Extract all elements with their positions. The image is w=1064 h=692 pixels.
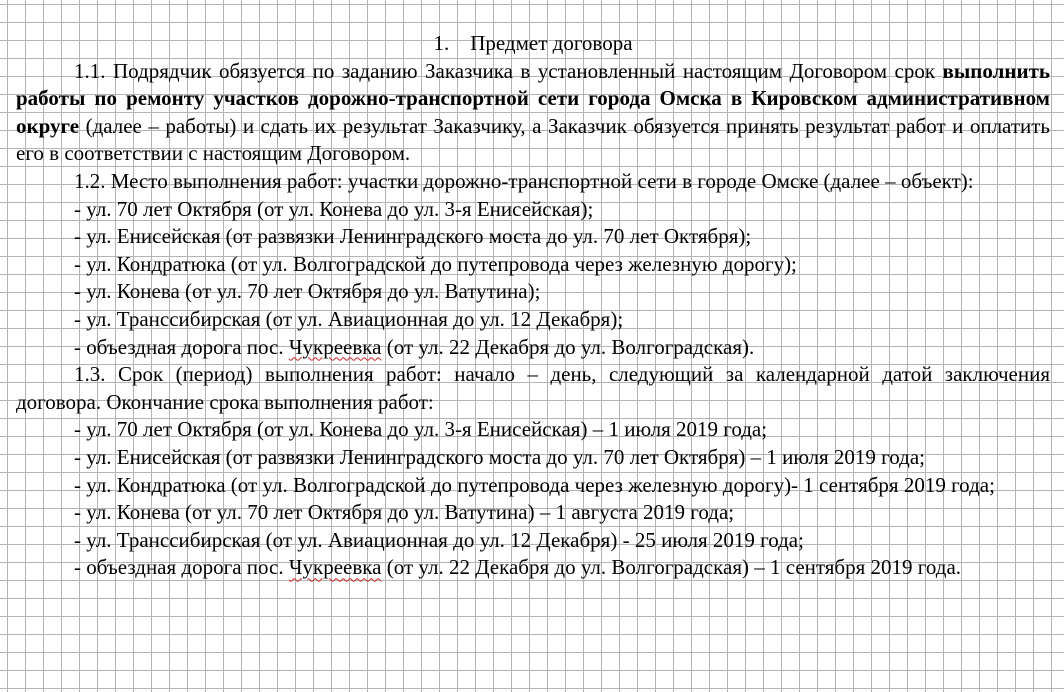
deadline-item-5: - ул. Транссибирская (от ул. Авиационная до ул. 12 Декабря) - 25 июля 2019 года; [74, 527, 804, 552]
deadline-item-4: - ул. Конева (от ул. 70 лет Октября до ул. Ватутина) – 1 августа 2019 года; [74, 500, 735, 525]
spellcheck-word[interactable]: Чукреевка [288, 555, 382, 580]
object-item-6-pre: - объездная дорога пос. [74, 334, 289, 359]
paragraph-1-2: 1.2. Место выполнения работ: участки дорожно-транспортной сети в городе Омске (далее – объект): [74, 168, 974, 193]
deadline-item-6-pre: - объездная дорога пос. [74, 555, 289, 580]
paragraph-1-1-tail: (далее – работы) и сдать их результат Заказчику, а Заказчик обязуется принять результат работ и оплатить его в соответствии с настоящим Договором. [16, 113, 1050, 166]
document-page [16, 30, 1050, 582]
deadline-item-2: - ул. Енисейская (от развязки Ленинградского моста до ул. 70 лет Октября) – 1 июля 2019 года; [74, 444, 925, 469]
deadline-item-6-post: (от ул. 22 Декабря до ул. Волгоградская) – 1 сентября 2019 года. [381, 555, 962, 580]
object-item-1: - ул. 70 лет Октября (от ул. Конева до ул. 3-я Енисейская); [74, 196, 594, 221]
object-item-4: - ул. Конева (от ул. 70 лет Октября до ул. Ватутина); [74, 279, 541, 304]
deadline-item-6 [16, 554, 1050, 582]
spellcheck-word[interactable]: Чукреевка [288, 334, 382, 359]
paragraph-1-1-bold: выполнить работы по ремонту участков дорожно-транспортной сети города Омска в Кировском административном округе [16, 58, 1050, 138]
object-item-6 [16, 334, 1050, 362]
section-title: 1. Предмет договора [433, 31, 633, 55]
paragraph-1-1-lead: 1.1. Подрядчик обязуется по заданию Заказчика в установленный настоящим Договором срок [74, 58, 943, 83]
paragraph-1-1 [16, 58, 1050, 168]
object-item-6-post: (от ул. 22 Декабря до ул. Волгоградская). [381, 334, 755, 359]
paragraph-1-3: 1.3. Срок (период) выполнения работ: начало – день, следующий за календарной датой заключения договора. Окончание срока выполнения работ: [16, 362, 1050, 414]
deadline-item-1: - ул. 70 лет Октября (от ул. Конева до ул. 3-я Енисейская) – 1 июля 2019 года; [74, 417, 768, 442]
object-item-2: - ул. Енисейская (от развязки Ленинградского моста до ул. 70 лет Октября); [74, 224, 752, 249]
object-item-3: - ул. Кондратюка (от ул. Волгоградской до путепровода через железную дорогу); [74, 251, 797, 276]
object-item-5: - ул. Транссибирская (от ул. Авиационная до ул. 12 Декабря); [74, 306, 624, 331]
deadline-item-3: - ул. Кондратюка (от ул. Волгоградской до путепровода через железную дорогу)- 1 сентября 2019 года; [74, 472, 995, 497]
